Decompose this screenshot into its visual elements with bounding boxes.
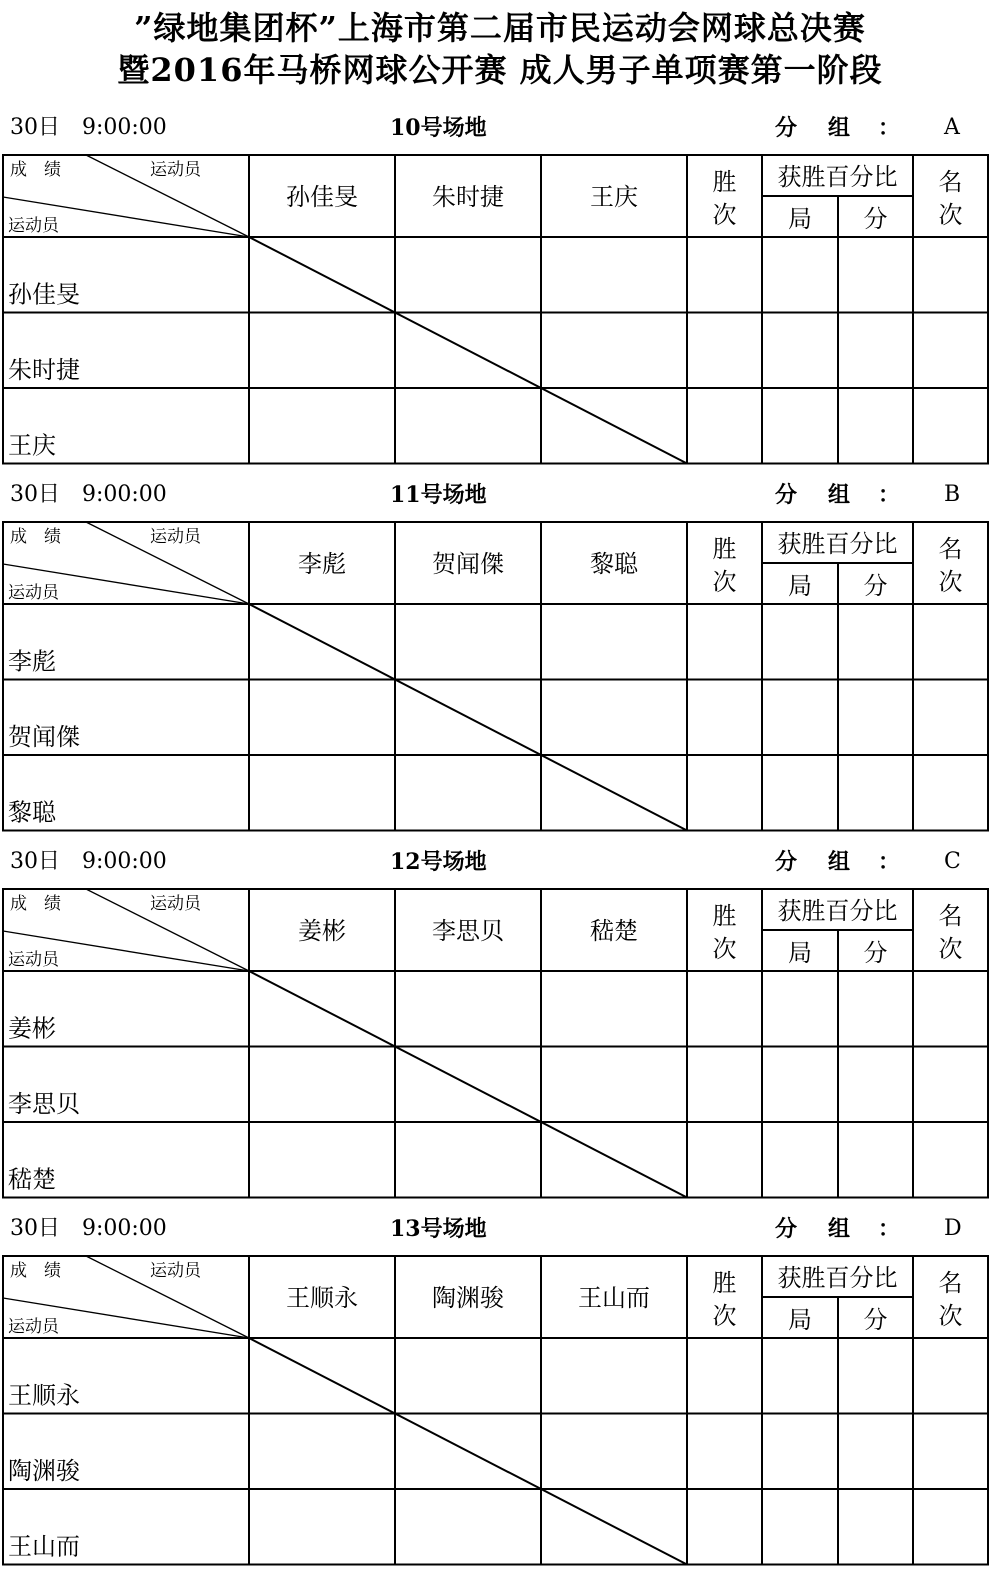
round-robin-table bbox=[0, 888, 1000, 1201]
group-word-2: 组 bbox=[828, 1216, 851, 1242]
wins-header: 胜 bbox=[712, 535, 737, 563]
row-player-name: 贺闻傑 bbox=[8, 723, 80, 751]
self-match-diagonal bbox=[249, 971, 687, 1198]
rank-header: 名 bbox=[938, 1269, 963, 1297]
wins-header: 次 bbox=[712, 935, 737, 963]
win-percentage-header: 获胜百分比 bbox=[777, 1264, 898, 1292]
wins-header: 胜 bbox=[712, 1269, 737, 1297]
win-percentage-header: 获胜百分比 bbox=[777, 530, 898, 558]
rank-header: 次 bbox=[938, 935, 963, 963]
column-player-name: 陶渊骏 bbox=[432, 1284, 504, 1312]
match-day-time: 30日 9:00:00 bbox=[10, 849, 167, 874]
games-header: 局 bbox=[788, 572, 812, 600]
group-colon: ： bbox=[878, 1216, 901, 1242]
corner-player-label-top: 运动员 bbox=[150, 160, 201, 180]
rank-header: 次 bbox=[938, 1302, 963, 1330]
column-player-name: 孙佳旻 bbox=[286, 183, 358, 211]
group-colon: ： bbox=[878, 849, 901, 875]
court-label: 12号场地 bbox=[390, 849, 487, 875]
points-header: 分 bbox=[863, 572, 888, 600]
row-player-name: 李彪 bbox=[8, 647, 56, 676]
self-match-diagonal bbox=[249, 237, 687, 464]
court-label: 10号场地 bbox=[390, 115, 487, 141]
group-word-1: 分 bbox=[775, 115, 798, 141]
group-word-1: 分 bbox=[775, 482, 798, 508]
corner-score-label: 成 绩 bbox=[10, 894, 61, 914]
row-player-name: 嵇楚 bbox=[8, 1165, 56, 1194]
round-robin-table bbox=[0, 521, 1000, 834]
row-player-name: 黎聪 bbox=[8, 798, 56, 827]
column-player-name: 朱时捷 bbox=[432, 183, 504, 211]
column-player-name: 王山而 bbox=[578, 1284, 650, 1312]
round-robin-table bbox=[0, 154, 1000, 467]
games-header: 局 bbox=[788, 205, 812, 233]
corner-player-label-top: 运动员 bbox=[150, 1261, 201, 1281]
games-header: 局 bbox=[788, 1306, 812, 1334]
points-header: 分 bbox=[863, 1306, 888, 1334]
self-match-diagonal bbox=[249, 604, 687, 831]
group-word-1: 分 bbox=[775, 849, 798, 875]
column-player-name: 嵇楚 bbox=[590, 917, 638, 945]
rank-header: 名 bbox=[938, 902, 963, 930]
games-header: 局 bbox=[788, 939, 812, 967]
wins-header: 胜 bbox=[712, 168, 737, 196]
group-word-1: 分 bbox=[775, 1216, 798, 1242]
group-info-line bbox=[0, 842, 1000, 882]
row-player-name: 李思贝 bbox=[8, 1090, 80, 1118]
column-player-name: 李彪 bbox=[298, 550, 346, 578]
page-title-line-1: ”绿地集团杯”上海市第二届市民运动会网球总决赛 bbox=[134, 9, 866, 47]
corner-player-label-left: 运动员 bbox=[8, 1317, 59, 1337]
points-header: 分 bbox=[863, 939, 888, 967]
column-player-name: 姜彬 bbox=[298, 917, 346, 945]
win-percentage-header: 获胜百分比 bbox=[777, 897, 898, 925]
row-player-name: 孙佳旻 bbox=[8, 280, 80, 309]
corner-player-label-top: 运动员 bbox=[150, 527, 201, 547]
round-robin-table bbox=[0, 1255, 1000, 1568]
win-percentage-header: 获胜百分比 bbox=[777, 163, 898, 191]
group-letter: D bbox=[944, 1216, 962, 1241]
points-header: 分 bbox=[863, 205, 888, 233]
corner-score-label: 成 绩 bbox=[10, 527, 61, 547]
match-day-time: 30日 9:00:00 bbox=[10, 482, 167, 507]
group-letter: C bbox=[944, 849, 961, 874]
match-day-time: 30日 9:00:00 bbox=[10, 115, 167, 140]
column-player-name: 王顺永 bbox=[286, 1284, 358, 1312]
group-letter: B bbox=[944, 482, 961, 507]
column-player-name: 王庆 bbox=[590, 183, 638, 211]
group-letter: A bbox=[944, 115, 960, 140]
column-player-name: 黎聪 bbox=[590, 550, 638, 578]
self-match-diagonal bbox=[249, 1338, 687, 1565]
group-colon: ： bbox=[878, 482, 901, 508]
group-word-2: 组 bbox=[828, 115, 851, 141]
court-label: 13号场地 bbox=[390, 1216, 487, 1242]
wins-header: 次 bbox=[712, 201, 737, 229]
rank-header: 次 bbox=[938, 568, 963, 596]
court-label: 11号场地 bbox=[390, 482, 487, 508]
corner-player-label-left: 运动员 bbox=[8, 216, 59, 236]
row-player-name: 王顺永 bbox=[8, 1381, 80, 1410]
rank-header: 次 bbox=[938, 201, 963, 229]
group-info-line bbox=[0, 108, 1000, 148]
match-day-time: 30日 9:00:00 bbox=[10, 1216, 167, 1241]
row-player-name: 王山而 bbox=[8, 1532, 80, 1561]
page-title-line-2: 暨2016年马桥网球公开赛 成人男子单项赛第一阶段 bbox=[117, 51, 883, 89]
row-player-name: 姜彬 bbox=[8, 1014, 56, 1043]
wins-header: 胜 bbox=[712, 902, 737, 930]
wins-header: 次 bbox=[712, 568, 737, 596]
rank-header: 名 bbox=[938, 168, 963, 196]
group-word-2: 组 bbox=[828, 482, 851, 508]
corner-player-label-left: 运动员 bbox=[8, 950, 59, 970]
column-player-name: 李思贝 bbox=[432, 917, 504, 945]
column-player-name: 贺闻傑 bbox=[432, 550, 504, 578]
corner-score-label: 成 绩 bbox=[10, 160, 61, 180]
row-player-name: 王庆 bbox=[8, 431, 56, 460]
group-colon: ： bbox=[878, 115, 901, 141]
corner-player-label-left: 运动员 bbox=[8, 583, 59, 603]
group-word-2: 组 bbox=[828, 849, 851, 875]
corner-score-label: 成 绩 bbox=[10, 1261, 61, 1281]
row-player-name: 朱时捷 bbox=[8, 356, 80, 384]
corner-player-label-top: 运动员 bbox=[150, 894, 201, 914]
rank-header: 名 bbox=[938, 535, 963, 563]
group-info-line bbox=[0, 475, 1000, 515]
group-info-line bbox=[0, 1209, 1000, 1249]
row-player-name: 陶渊骏 bbox=[8, 1457, 80, 1485]
wins-header: 次 bbox=[712, 1302, 737, 1330]
